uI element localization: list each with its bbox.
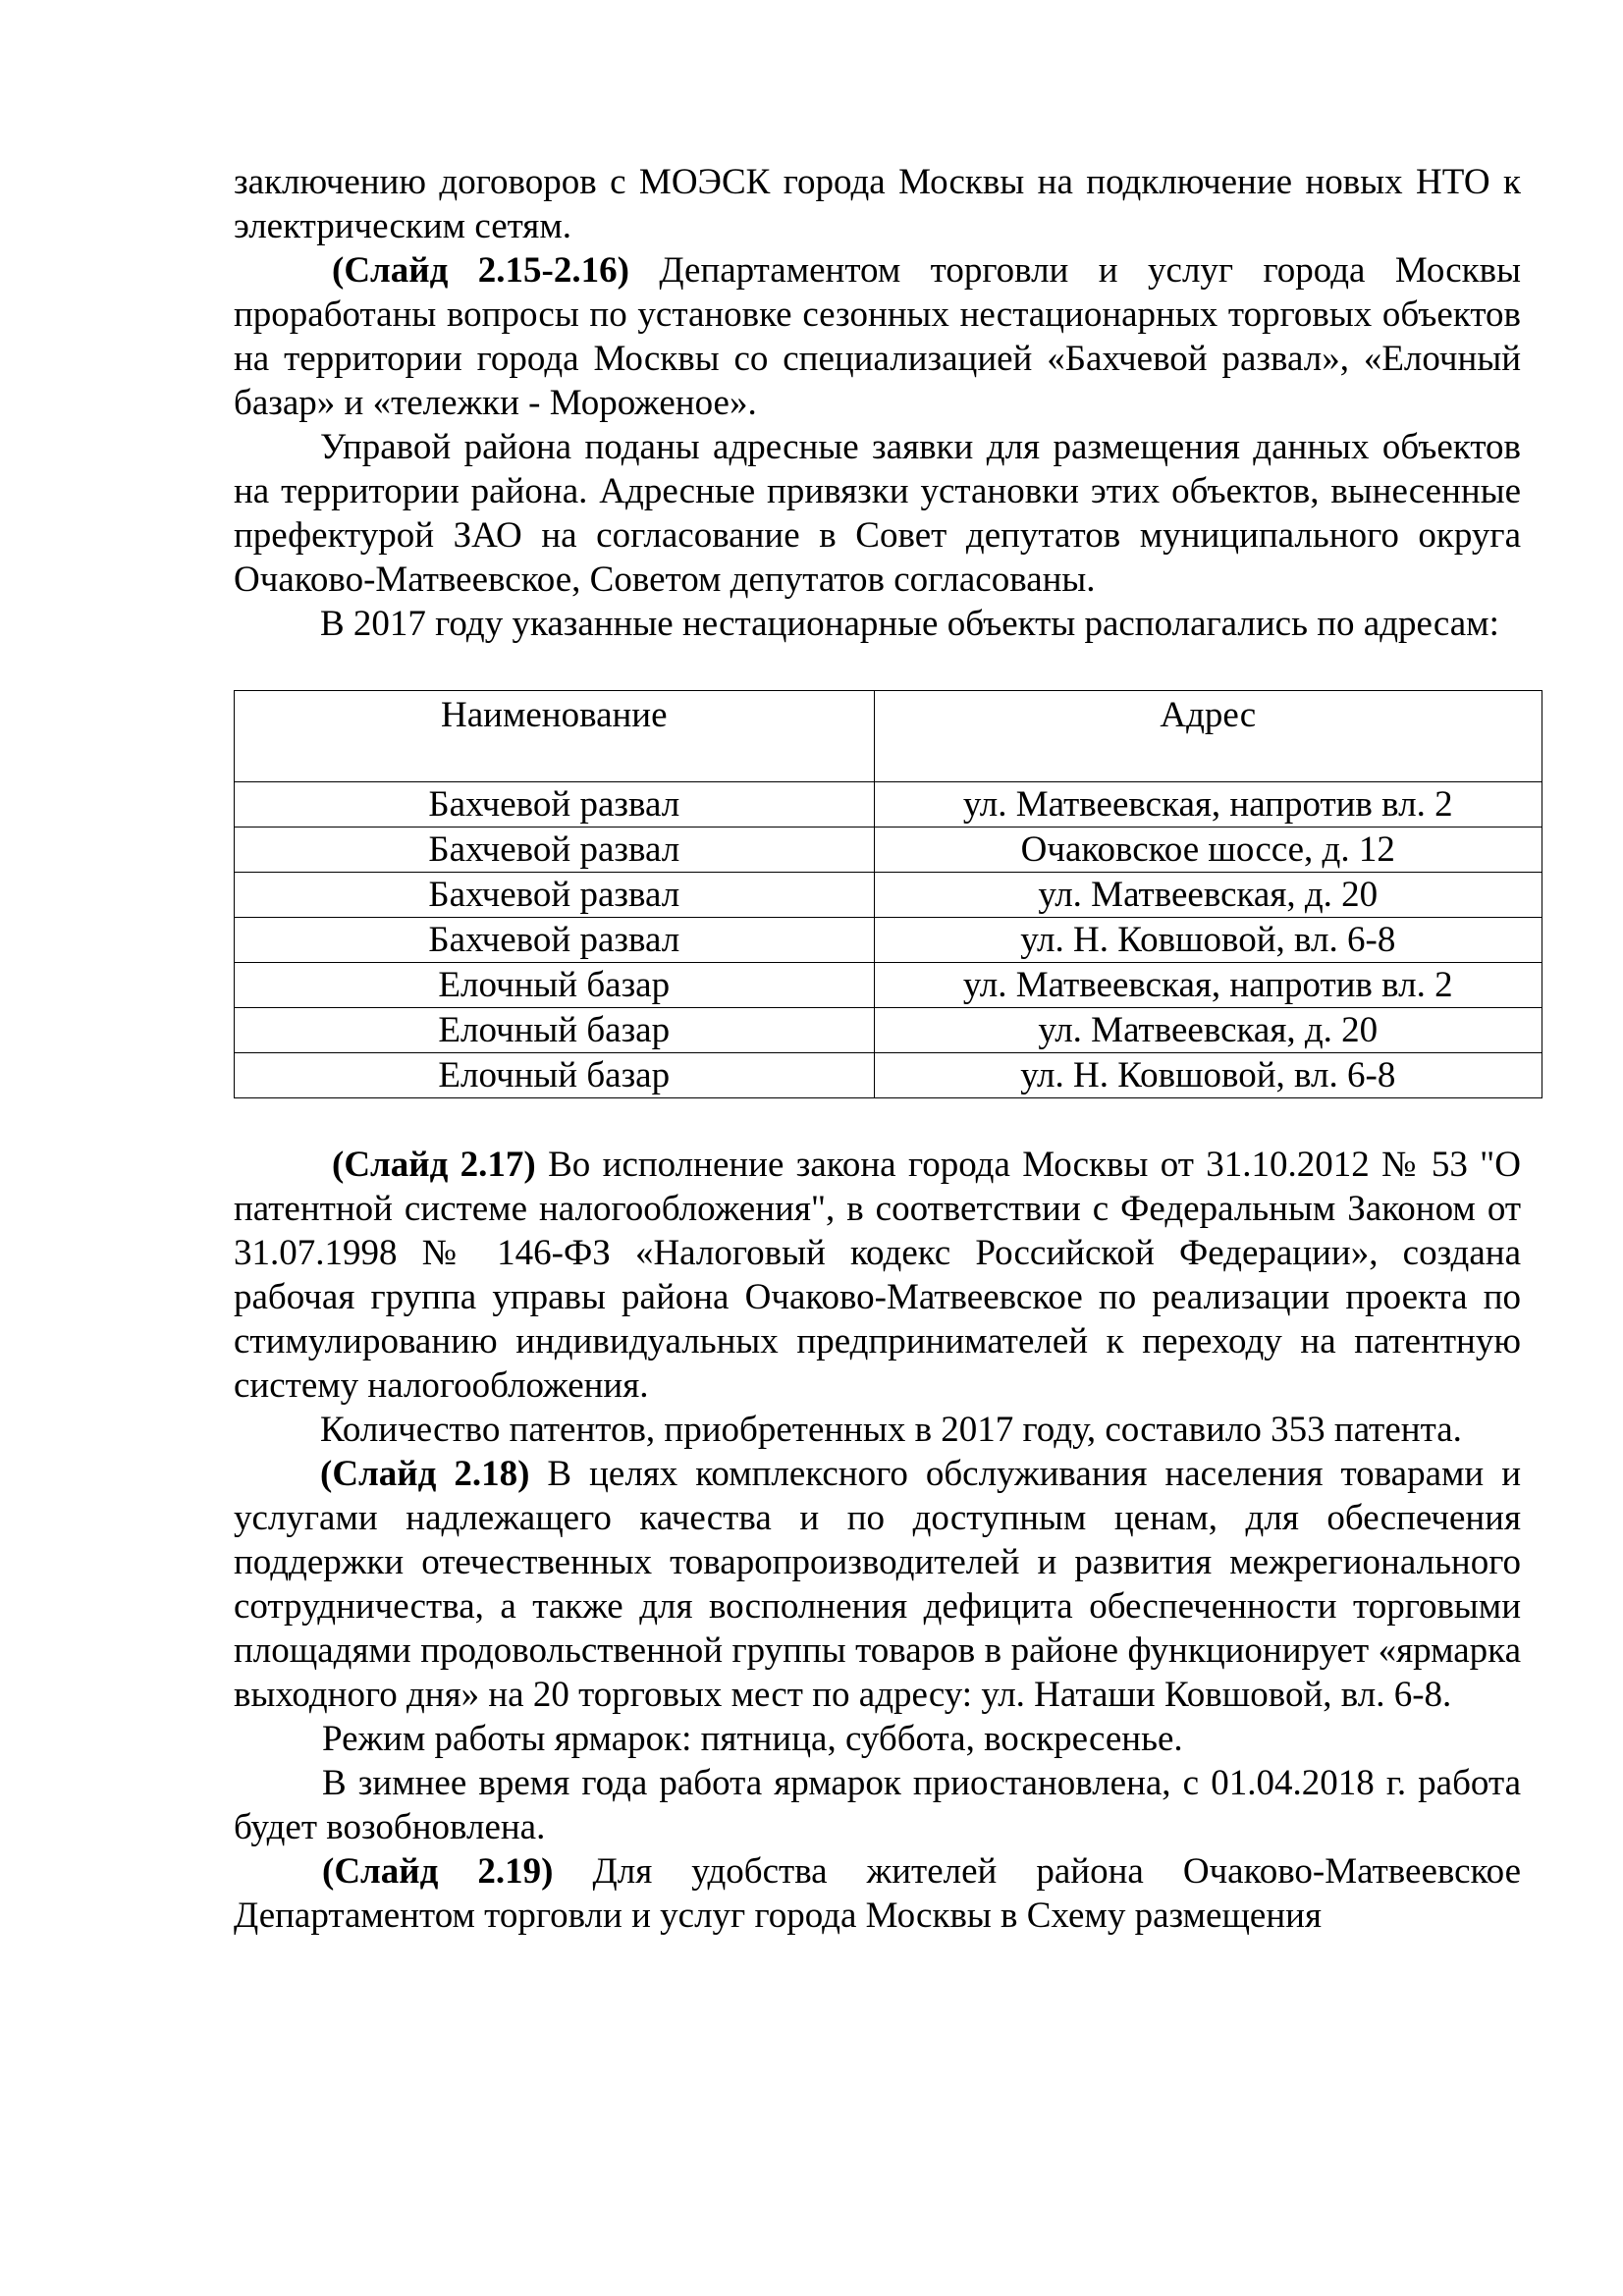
paragraph-slide-2-18: [234, 1452, 1521, 1717]
paragraph-text: В 2017 году указанные нестационарные объекты располагались по адресам:: [320, 604, 1499, 644]
cell-address: ул. Н. Ковшовой, вл. 6-8: [874, 1053, 1542, 1098]
paragraph-applications: [234, 425, 1521, 602]
cell-name: Елочный базар: [235, 963, 875, 1008]
cell-name: Елочный базар: [235, 1053, 875, 1098]
cell-name: Бахчевой развал: [235, 782, 875, 828]
cell-address: ул. Матвеевская, д. 20: [874, 1008, 1542, 1053]
paragraph-slide-2-17: [234, 1143, 1521, 1408]
cell-name: Елочный базар: [235, 1008, 875, 1053]
paragraph-schedule: [234, 1717, 1521, 1761]
document-page: [234, 160, 1521, 1938]
paragraph-slide-2-15: [234, 248, 1521, 425]
slide-ref: (Слайд 2.15-2.16): [332, 250, 629, 291]
column-header-address: Адрес: [874, 691, 1542, 782]
slide-ref: (Слайд 2.17): [332, 1145, 536, 1185]
cell-address: ул. Матвеевская, д. 20: [874, 873, 1542, 918]
table-row: [235, 963, 1542, 1008]
column-header-name: Наименование: [235, 691, 875, 782]
table-row: [235, 1053, 1542, 1098]
table-row: [235, 782, 1542, 828]
paragraph-text: Для удобства жителей района Очаково-Матвеевское Департаментом торговли и услуг города Москвы в Схему размещения: [234, 1851, 1522, 1936]
paragraph-text: В зимнее время года работа ярмарок приостановлена, с 01.04.2018 г. работа будет возобновлена.: [234, 1763, 1521, 1847]
paragraph-text: Департаментом торговли и услуг города Москвы проработаны вопросы по установке сезонных нестационарных торговых объектов на территории города Москвы со специализацией «Бахчевой развал», «Елочный базар» и «тележки - Мороженое».: [234, 250, 1521, 423]
cell-name: Бахчевой развал: [235, 873, 875, 918]
paragraph-text: Количество патентов, приобретенных в 2017 году, составило 353 патента.: [320, 1410, 1462, 1450]
table-header-row: [235, 691, 1542, 782]
slide-ref: (Слайд 2.19): [322, 1851, 554, 1892]
table-row: [235, 918, 1542, 963]
paragraph-slide-2-19: [234, 1849, 1521, 1938]
paragraph-patents: [234, 1408, 1521, 1452]
table-row: [235, 1008, 1542, 1053]
paragraph-text: заключению договоров с МОЭСК города Москвы на подключение новых НТО к электрическим сетям.: [234, 162, 1521, 246]
paragraph-text: Режим работы ярмарок: пятница, суббота, воскресенье.: [322, 1719, 1183, 1759]
address-table: [234, 690, 1542, 1098]
cell-address: ул. Н. Ковшовой, вл. 6-8: [874, 918, 1542, 963]
slide-ref: (Слайд 2.18): [320, 1454, 530, 1494]
cell-name: Бахчевой развал: [235, 828, 875, 873]
cell-address: ул. Матвеевская, напротив вл. 2: [874, 782, 1542, 828]
paragraph-text: Во исполнение закона города Москвы от 31.10.2012 № 53 "О патентной системе налогообложения", в соответствии с Федеральным Законом от 31.07.1998 № 146-ФЗ «Налоговый кодекс Российской Федерации», создана рабочая группа управы района Очаково-Матвеевское по реализации проекта по стимулированию индивидуальных предпринимателей к переходу на патентную систему налогообложения.: [234, 1145, 1522, 1406]
paragraph-winter: [234, 1761, 1521, 1849]
table-row: [235, 873, 1542, 918]
paragraph-text: В целях комплексного обслуживания населения товарами и услугами надлежащего качества и по доступным ценам, для обеспечения поддержки отечественных товаропроизводителей и развития межрегионального сотрудничества, а также для восполнения дефицита обеспеченности торговыми площадями продовольственной группы товаров в районе функционирует «ярмарка выходного дня» на 20 торговых мест по адресу: ул. Наташи Ковшовой, вл. 6-8.: [234, 1454, 1522, 1715]
paragraph-addresses-intro: [234, 602, 1521, 646]
paragraph-text: Управой района поданы адресные заявки для размещения данных объектов на территории района. Адресные привязки установки этих объектов, вынесенные префектурой ЗАО на согласование в Совет депутатов муниципального округа Очаково-Матвеевское, Советом депутатов согласованы.: [234, 427, 1521, 600]
paragraph-intro: [234, 160, 1521, 248]
cell-address: ул. Матвеевская, напротив вл. 2: [874, 963, 1542, 1008]
table-row: [235, 828, 1542, 873]
cell-address: Очаковское шоссе, д. 12: [874, 828, 1542, 873]
cell-name: Бахчевой развал: [235, 918, 875, 963]
